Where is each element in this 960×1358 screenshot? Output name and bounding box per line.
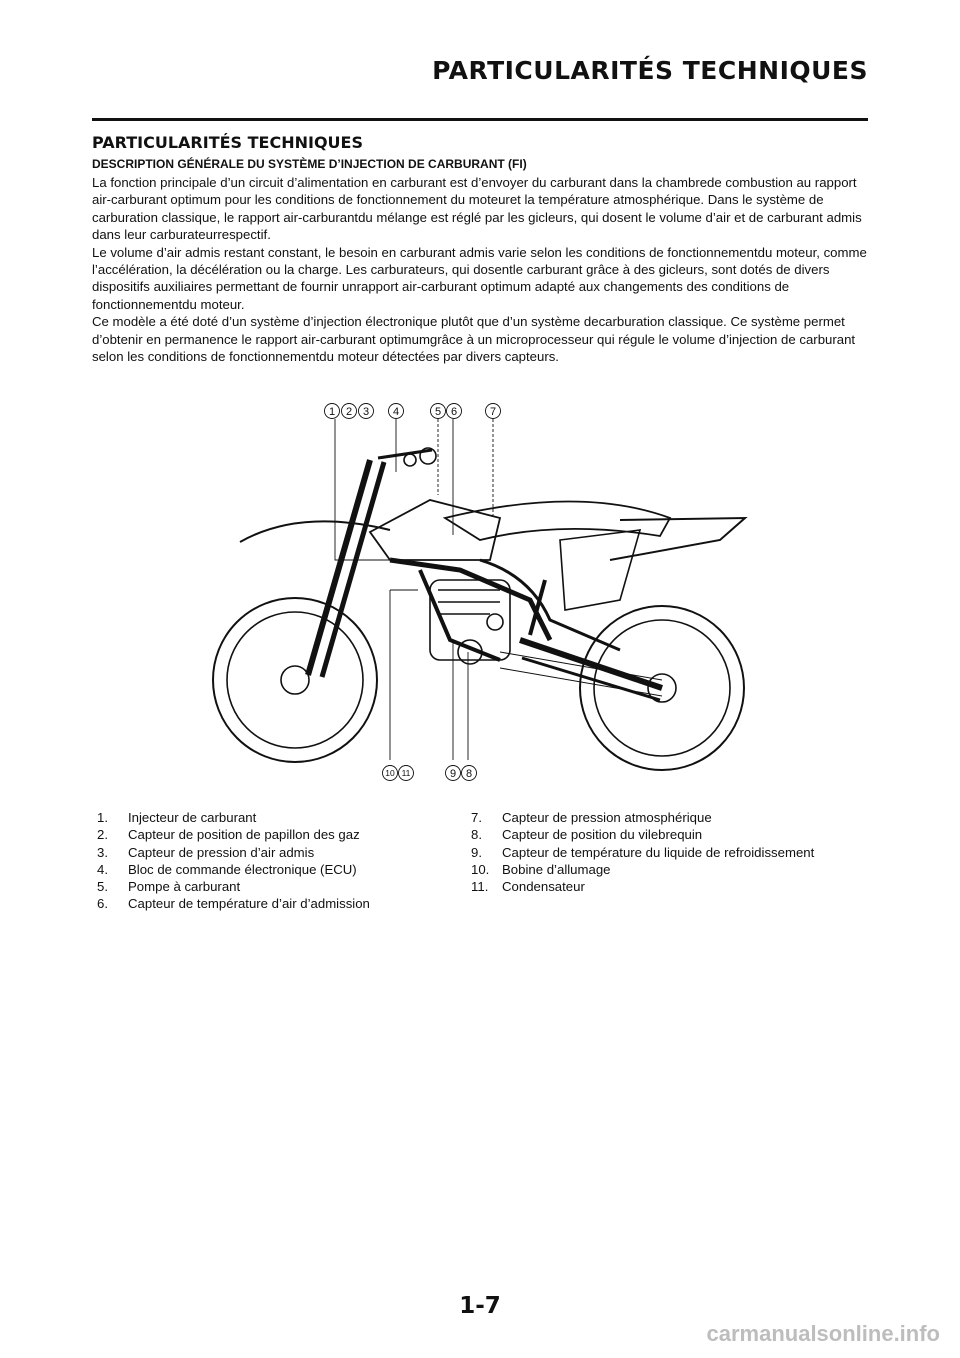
body-text [92, 174, 870, 365]
legend-number: 3. [97, 844, 108, 860]
list-item [471, 844, 814, 861]
callout-11 [399, 766, 414, 781]
legend-number: 5. [97, 879, 108, 895]
legend-number: 1. [97, 810, 108, 825]
svg-text:7: 7 [489, 406, 497, 418]
legend-label: Capteur de position de papillon des gaz [128, 827, 360, 843]
legend-left [97, 809, 370, 913]
legend-label: Capteur de pression atmosphérique [502, 810, 712, 825]
list-item [97, 861, 370, 878]
callout-6 [447, 404, 462, 419]
header-rule [92, 118, 868, 121]
list-item [97, 878, 370, 895]
svg-text:5: 5 [434, 406, 442, 418]
svg-text:3: 3 [362, 406, 370, 418]
list-item [97, 826, 370, 843]
svg-text:1: 1 [328, 406, 336, 418]
legend-number: 8. [471, 827, 482, 843]
list-item [471, 826, 814, 843]
svg-text:10: 10 [385, 768, 395, 778]
motorcycle-illustration [200, 390, 760, 790]
legend-label: Bloc de commande électronique (ECU) [128, 861, 357, 877]
callout-8 [462, 766, 477, 781]
legend-label: Capteur de position du vilebrequin [502, 827, 703, 843]
legend-label: Bobine d’allumage [502, 861, 611, 877]
svg-text:2: 2 [345, 406, 353, 418]
list-item [471, 861, 814, 878]
legend-number: 2. [97, 827, 108, 843]
callout-1 [325, 404, 340, 419]
svg-text:11: 11 [401, 768, 411, 778]
legend-right [471, 809, 814, 895]
section-title: PARTICULARITÉS TECHNIQUES [92, 133, 363, 152]
front-wheel [213, 598, 377, 762]
list-item [471, 809, 814, 826]
svg-text:8: 8 [465, 768, 473, 780]
legend-number: 4. [97, 861, 108, 877]
legend-number: 11. [471, 879, 489, 895]
list-item [97, 844, 370, 861]
legend-number: 10. [471, 861, 490, 877]
legend-label: Capteur de température d’air d’admission [128, 896, 370, 912]
callout-5 [431, 404, 446, 419]
list-item [471, 878, 814, 895]
legend-label: Capteur de pression d’air admis [128, 844, 315, 860]
svg-text:4: 4 [392, 406, 400, 418]
svg-text:6: 6 [450, 406, 458, 418]
legend-number: 7. [471, 810, 482, 825]
watermark: carmanualsonline.info [706, 1321, 940, 1346]
list-item [97, 809, 370, 826]
legend-label: Capteur de température du liquide de refroidissement [502, 844, 815, 860]
legend-label: Pompe à carburant [128, 879, 241, 895]
callout-7 [486, 404, 501, 419]
callout-9 [446, 766, 461, 781]
callout-3 [359, 404, 374, 419]
legend-label: Condensateur [502, 879, 585, 895]
legend-number: 6. [97, 896, 108, 912]
list-item [97, 895, 370, 912]
callout-2 [342, 404, 357, 419]
paragraph: La fonction principale d’un circuit d’alimentation en carburant est d’envoyer du carburant dans la chambrede combustion au rapport air-carburant optimum pour les conditions de fonctionnement du moteuret la température atmosphérique. Dans le système de carburation classique, le rapport air-carburantdu mélange est réglé par les gicleurs, qui dosent le volume d’air et de carburant admis dans leur carburateurrespectif. [92, 175, 862, 243]
callout-10 [383, 766, 398, 781]
page-number: 1-7 [459, 1293, 501, 1319]
motorcycle-diagram [200, 390, 760, 790]
paragraph: Le volume d’air admis restant constant, le besoin en carburant admis varie selon les conditions de fonctionnementdu moteur, comme l’accélération, la décélération ou la charge. Les carburateurs, qui dosentle carburant grâce à des gicleurs, sont dotés de divers dispositifs auxiliaires permettant de fournir unrapport air-carburant optimum adapté aux changements des conditions de fonctionnementdu moteur. [92, 244, 867, 312]
callout-4 [389, 404, 404, 419]
legend-label: Injecteur de carburant [128, 810, 257, 825]
subsection-title: DESCRIPTION GÉNÉRALE DU SYSTÈME D’INJECTION DE CARBURANT (FI) [92, 157, 527, 171]
legend-number: 9. [471, 844, 482, 860]
svg-text:9: 9 [449, 768, 457, 780]
seat [445, 502, 670, 541]
paragraph: Ce modèle a été doté d’un système d’injection électronique plutôt que d’un système decarburation classique. Ce système permet d’obtenir en permanence le rapport air-carburant optimumgrâce à un microprocesseur qui régule le volume d’injection de carburant selon les conditions de fonctionnementdu moteur détectées par divers capteurs. [92, 314, 856, 365]
page-header-title: PARTICULARITÉS TECHNIQUES [432, 56, 868, 85]
